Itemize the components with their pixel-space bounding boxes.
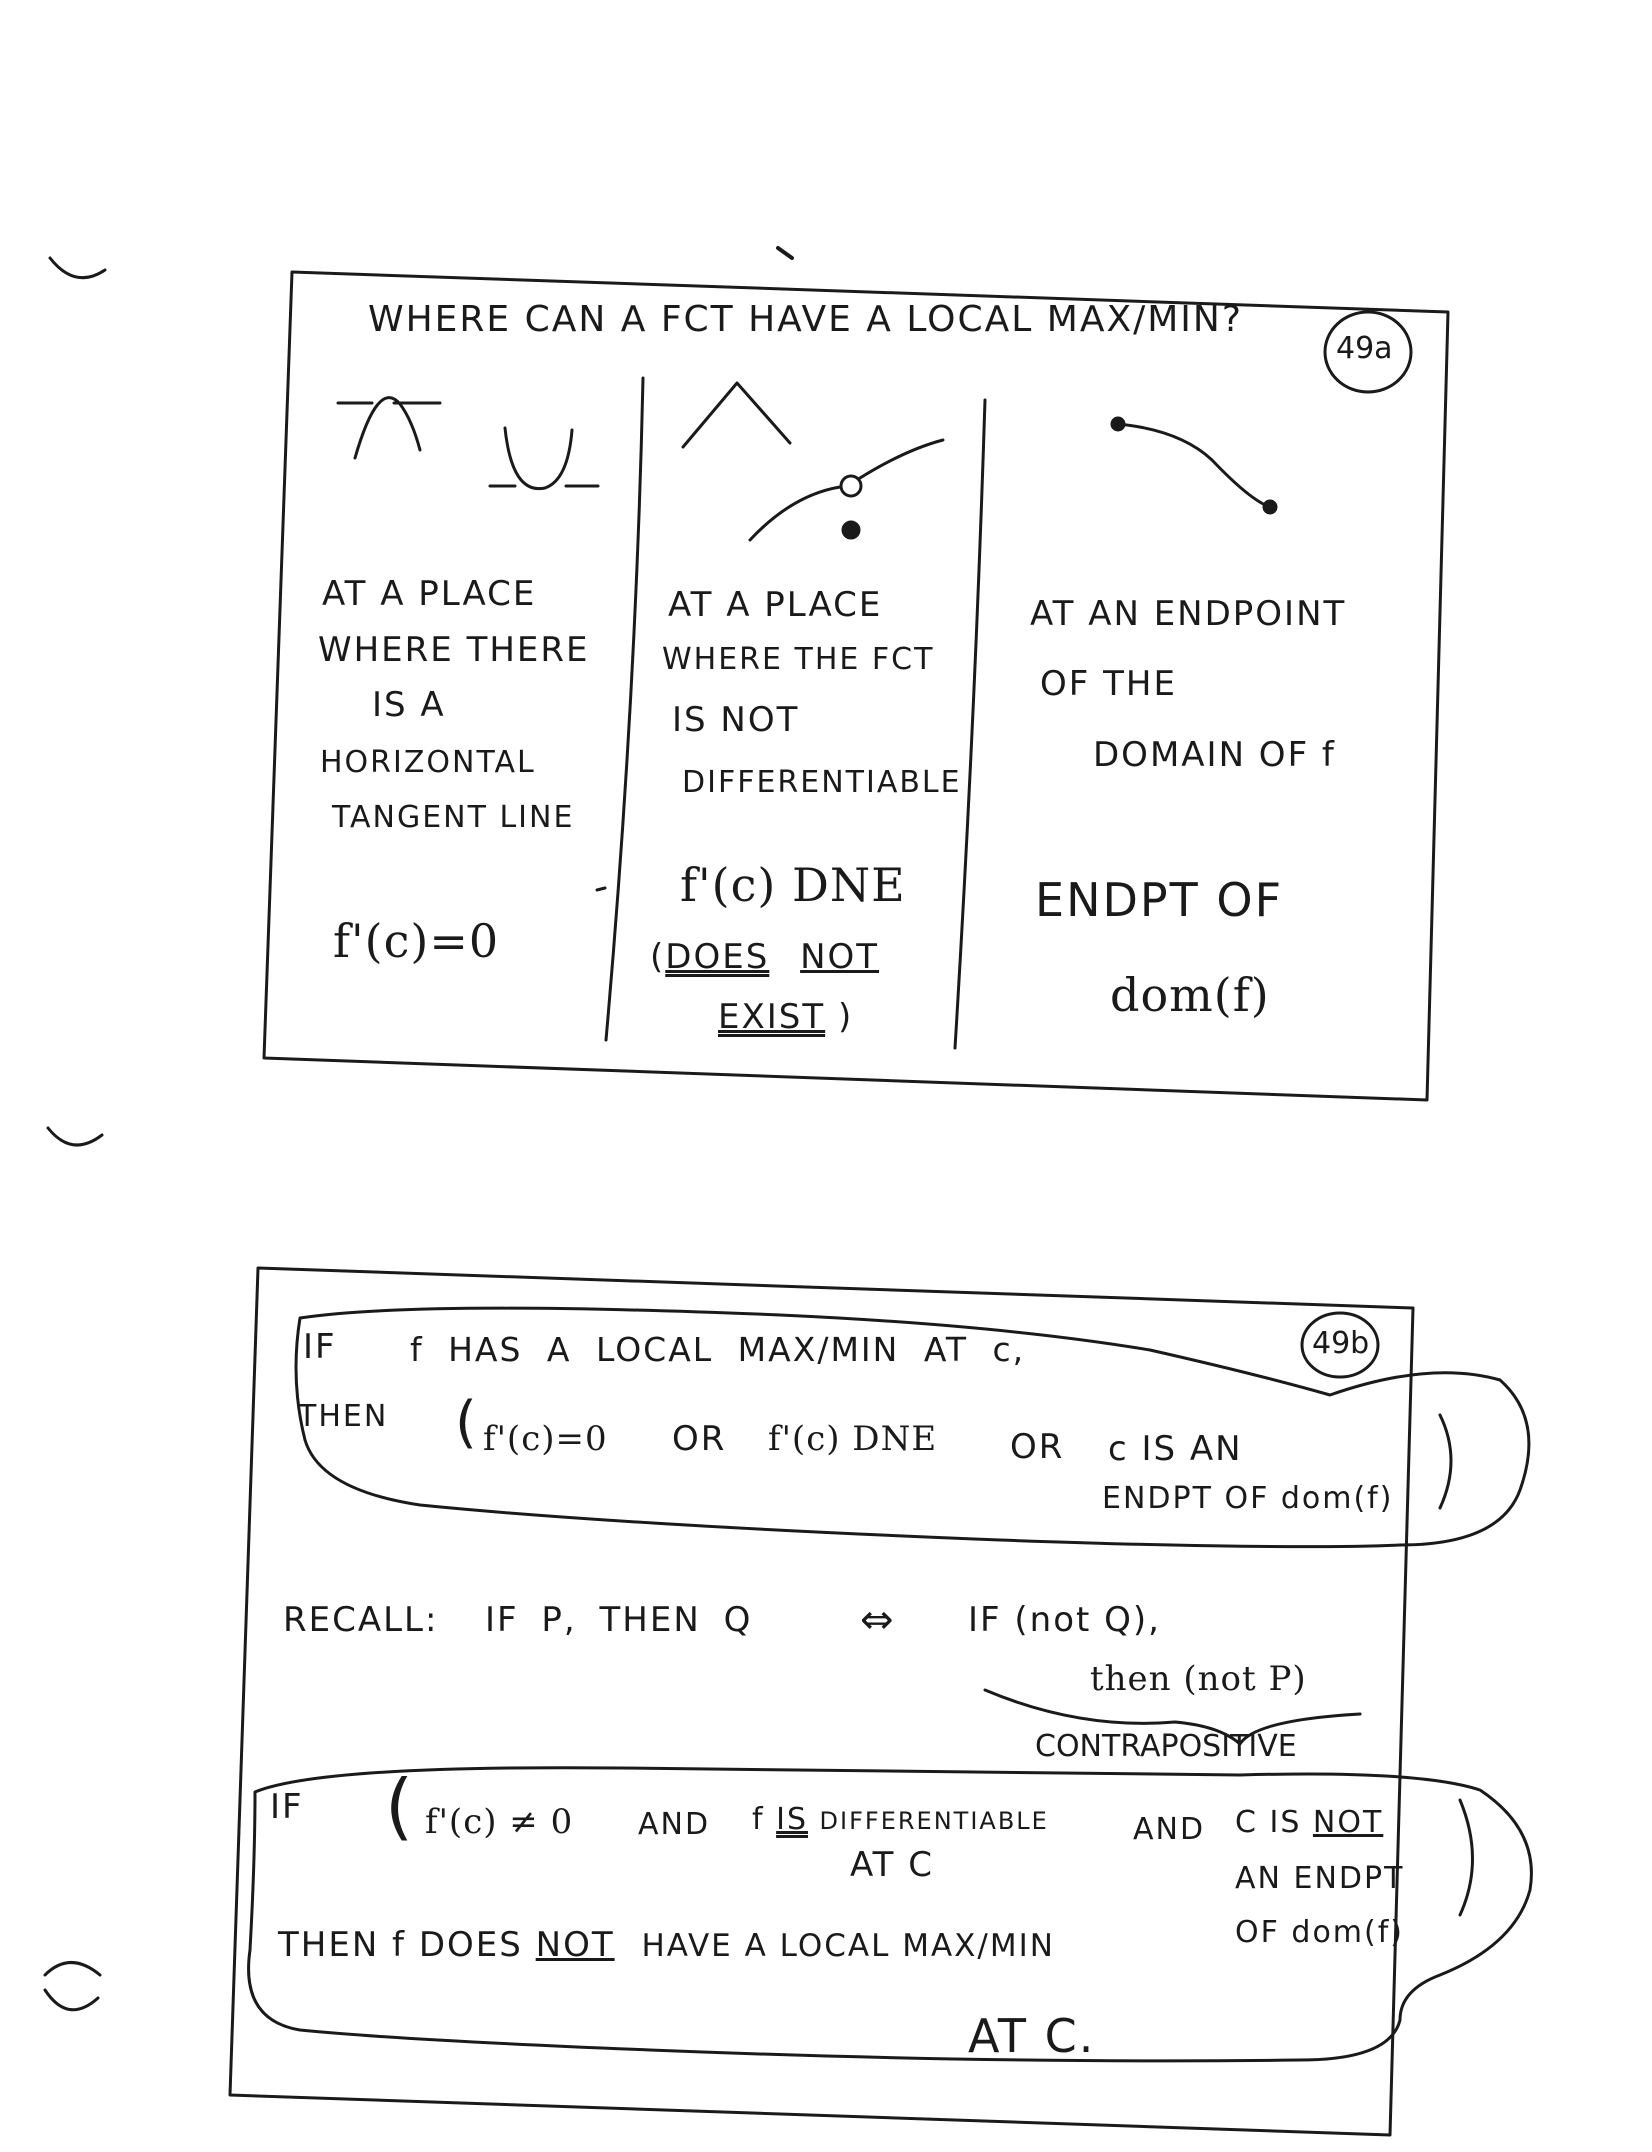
col2-note-does: DOES (665, 937, 770, 977)
stmt2-c3 (1235, 1805, 1384, 1840)
col1-line: AT A PLACE (322, 574, 537, 614)
corner-sketch (683, 383, 790, 447)
min-sketch (505, 428, 572, 489)
col2-note-close: ) (837, 997, 854, 1037)
col3-line: AT AN ENDPOINT (1030, 594, 1347, 634)
card-a-divider (606, 378, 643, 1040)
stmt2-c2-pre: f (752, 1802, 765, 1837)
stmt1-or2: OR (1010, 1427, 1065, 1467)
stmt2-then-pre: THEN f DOES (278, 1925, 523, 1965)
stmt2-then-post: HAVE A LOCAL MAX/MIN (641, 1928, 1055, 1964)
card-b-border (230, 1268, 1413, 2135)
col3-formula: dom(f) (1110, 968, 1270, 1022)
stmt2-c2-is: IS (776, 1802, 808, 1837)
endpoint-dot (1112, 418, 1124, 430)
binder-hole-mark (45, 1990, 98, 2010)
stmt1-cond: f HAS A LOCAL MAX/MIN AT c, (410, 1330, 1026, 1369)
stmt2-c3-pre: C IS (1235, 1805, 1302, 1840)
card-a-divider (955, 400, 985, 1048)
recall-right2: then (not P) (1090, 1659, 1307, 1699)
col2-note-exist: EXIST (718, 997, 826, 1037)
col3-line: DOMAIN OF f (1093, 735, 1336, 775)
stmt1-paren-close (1435, 1430, 1479, 1486)
col2-note-not: NOT (800, 937, 880, 977)
filled-point (843, 522, 859, 538)
col3-formula: ENDPT OF (1035, 873, 1284, 927)
stmt2-paren-open: ( (385, 1764, 416, 1848)
stmt2-c2-at: AT C (850, 1845, 934, 1885)
recall-right1: IF (not Q), (968, 1600, 1161, 1640)
col2-formula: f'(c) DNE (680, 858, 906, 912)
col2-line: IS NOT (672, 700, 800, 740)
stmt2-and2: AND (1133, 1812, 1206, 1847)
stmt2-c3-not: NOT (1312, 1805, 1384, 1840)
recall-left: IF P, THEN Q (485, 1600, 753, 1640)
col2-line: AT A PLACE (668, 585, 883, 625)
discontinuity-sketch (750, 487, 840, 540)
recall-iff: ⇔ (860, 1597, 896, 1643)
col1-line: IS A (372, 685, 446, 725)
col1-line: HORIZONTAL (320, 745, 536, 780)
stmt2-c3c: OF dom(f) (1235, 1915, 1404, 1950)
binder-hole-mark (48, 1128, 102, 1145)
stmt1-then: THEN (298, 1399, 389, 1434)
binder-hole-mark (45, 1963, 100, 1976)
stmt1-if: IF (303, 1327, 337, 1367)
stmt2-then-not: NOT (535, 1925, 615, 1965)
stmt2-paren-close (1455, 1790, 1485, 1862)
stmt2-c3b: AN ENDPT (1235, 1861, 1405, 1896)
contrapositive-label: CONTRAPOSITIVE (1035, 1729, 1297, 1764)
endpoint-sketch (1118, 424, 1270, 507)
col1-line: TANGENT LINE (332, 800, 575, 835)
col1-formula: f'(c)=0 (333, 914, 500, 968)
stmt2-then-end: AT C. (968, 2009, 1096, 2063)
stmt1-c3b: ENDPT OF dom(f) (1102, 1481, 1394, 1516)
card-a-title: WHERE CAN A FCT HAVE A LOCAL MAX/MIN? (368, 299, 1243, 340)
binder-hole-mark (50, 258, 105, 278)
stmt2-then (278, 1925, 1055, 1965)
col3-line: OF THE (1040, 664, 1177, 704)
col1-line: WHERE THERE (318, 630, 590, 670)
card-b-tag: 49b (1312, 1326, 1370, 1361)
stmt1-c3a: c IS AN (1108, 1429, 1243, 1469)
stmt2-if: IF (270, 1787, 304, 1827)
stmt1-c2: f'(c) DNE (768, 1419, 938, 1459)
stmt2-c1: f'(c) ≠ 0 (425, 1802, 574, 1842)
stmt2-c2 (752, 1802, 1049, 1837)
col2-note-2 (718, 997, 854, 1037)
col2-note (650, 937, 880, 977)
stmt2-c2-post: DIFFERENTIABLE (819, 1807, 1049, 1835)
endpoint-dot (1264, 501, 1276, 513)
max-sketch (355, 398, 420, 458)
stmt2-and1: AND (638, 1807, 711, 1842)
stmt1-paren-open: ( (455, 1390, 479, 1455)
stmt1-c1: f'(c)=0 (483, 1419, 608, 1459)
open-point (841, 476, 861, 496)
col2-note-open: ( (650, 937, 666, 977)
recall-label: RECALL: (283, 1600, 439, 1640)
col2-line: WHERE THE FCT (662, 642, 935, 677)
col2-line: DIFFERENTIABLE (682, 765, 962, 800)
card-a-tag: 49a (1336, 331, 1393, 366)
stmt1-or1: OR (672, 1419, 727, 1459)
